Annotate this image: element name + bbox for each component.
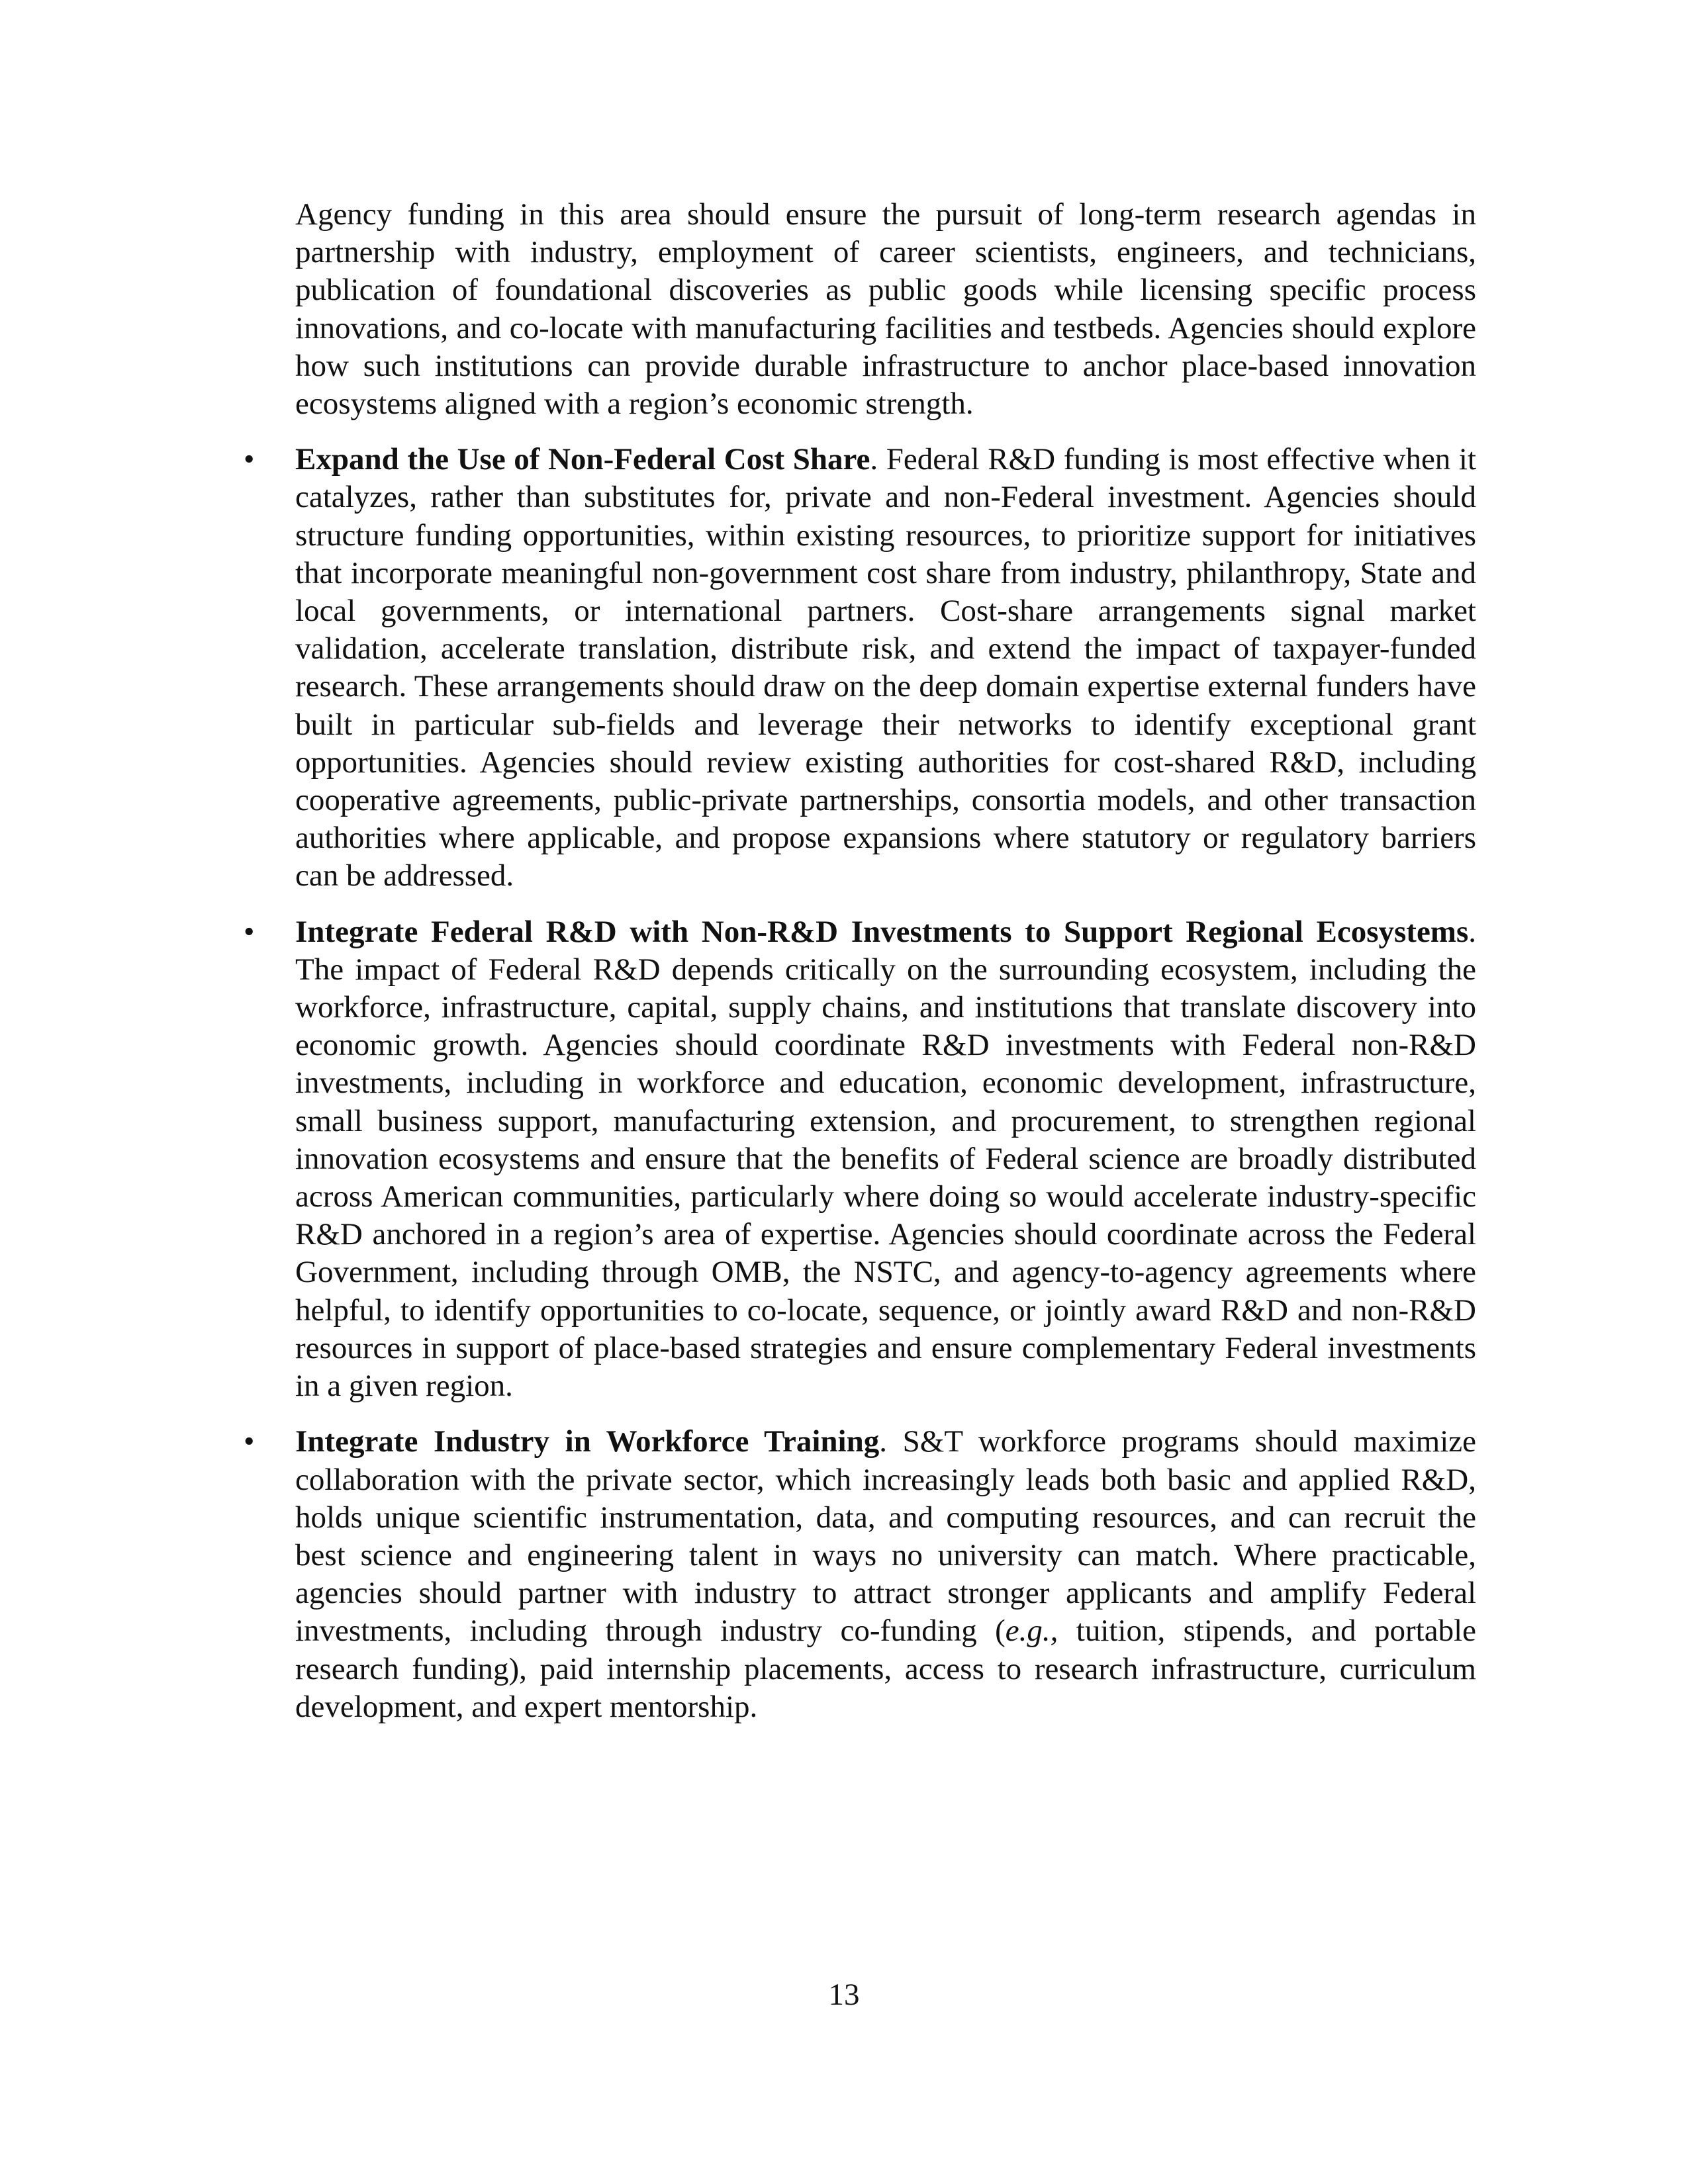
bullet-body-end: tuition, stipends, and portable research funding), paid internship placements, access to research infrastructure, curriculum development, and expert mentorship. <box>295 1614 1476 1724</box>
bullet-body-italic: e.g., <box>1005 1614 1058 1649</box>
bullet-body: Federal R&D funding is most effective when it catalyzes, rather than substitutes for, private and non-Federal investment. Agencies should structure funding opportunities, within existing resources, to prioritize support for initiatives that incorporate meaningful non-government cost share from industry, philanthropy, State and local governments, or international partners. Cost-share arrangements signal market validation, accelerate translation, distribute risk, and extend the impact of taxpayer-funded research. These arrangements should draw on the deep domain expertise external funders have built in particular sub-fields and leverage their networks to identify exceptional grant opportunities. Agencies should review existing authorities for cost-shared R&D, including cooperative agreements, public-private partnerships, consortia models, and other transaction authorities where applicable, and propose expansions where statutory or regulatory barriers can be addressed. <box>295 442 1477 893</box>
document-body <box>244 196 1477 1726</box>
bullet-heading: Integrate Industry in Workforce Training <box>295 1424 880 1459</box>
recommendation-list <box>244 441 1477 1726</box>
bullet-icon: • <box>244 914 255 949</box>
bullet-item-cost-share <box>244 441 1477 895</box>
bullet-heading-end: . <box>870 442 878 477</box>
page-number: 13 <box>828 1978 860 2012</box>
bullet-heading-end: . <box>879 1424 887 1459</box>
bullet-item-regional-ecosystems <box>244 913 1476 1406</box>
bullet-heading: Expand the Use of Non-Federal Cost Share <box>295 442 870 477</box>
bullet-heading-end: . <box>1468 914 1476 949</box>
bullet-heading: Integrate Federal R&D with Non-R&D Investments to Support Regional Ecosystems <box>295 914 1469 949</box>
bullet-item-workforce-training <box>244 1423 1476 1726</box>
continuation-paragraph: Agency funding in this area should ensure the pursuit of long-term research agendas in partnership with industry, employment of career scientists, engineers, and technicians, publication of foundational discoveries as public goods while licensing specific process innovations, and co-locate with manufacturing facilities and testbeds. Agencies should explore how such institutions can provide durable infrastructure to anchor place-based innovation ecosystems aligned with a region’s economic strength. <box>295 197 1476 422</box>
bullet-body: The impact of Federal R&D depends critically on the surrounding ecosystem, including the workforce, infrastructure, capital, supply chains, and institutions that translate discovery into economic growth. Agencies should coordinate R&D investments with Federal non-R&D investments, including in workforce and education, economic development, infrastructure, small business support, manufacturing extension, and procurement, to strengthen regional innovation ecosystems and ensure that the benefits of Federal science are broadly distributed across American communities, particularly where doing so would accelerate industry-specific R&D anchored in a region’s area of expertise. Agencies should coordinate across the Federal Government, including through OMB, the NSTC, and agency-to-agency agreements where helpful, to identify opportunities to co-locate, sequence, or jointly award R&D and non-R&D resources in support of place-based strategies and ensure complementary Federal investments in a given region. <box>295 952 1476 1404</box>
bullet-body: S&T workforce programs should maximize collaboration with the private sector, which increasingly leads both basic and applied R&D, holds unique scientific instrumentation, data, and computing resources, and can recruit the best science and engineering talent in ways no university can match. Where practicable, agencies should partner with industry to attract stronger applicants and amplify Federal investments, including through industry co-funding ( <box>295 1424 1476 1649</box>
bullet-icon: • <box>244 442 255 477</box>
bullet-icon: • <box>244 1424 255 1459</box>
